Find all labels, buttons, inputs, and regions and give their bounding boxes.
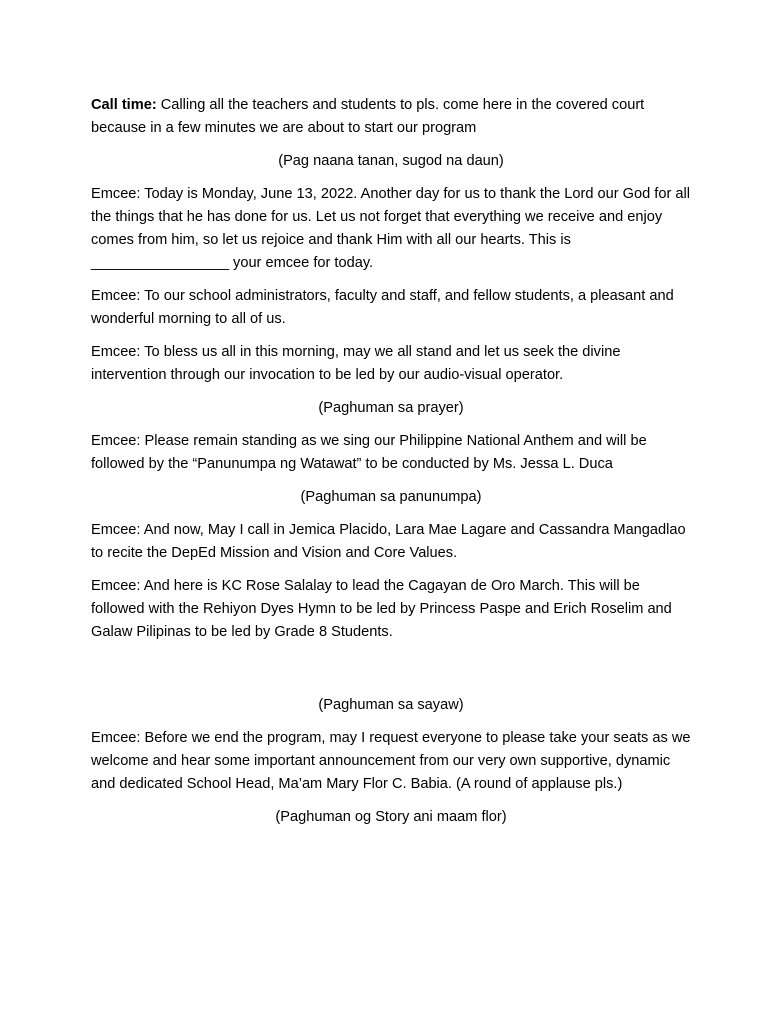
document-body: [91, 94, 691, 839]
emcee-line: Emcee: Before we end the program, may I request everyone to please take your seats as we welcome and hear some important announcement from our very own supportive, dynamic and dedicated School Head, Ma’am Mary Flor C. Babia. (A round of applause pls.): [91, 730, 691, 792]
emcee-line: Emcee: To bless us all in this morning, may we all stand and let us seek the divine intervention through our invocation to be led by our audio-visual operator.: [91, 344, 621, 383]
stage-cue: (Paghuman sa sayaw): [318, 697, 464, 713]
blank-space: [91, 654, 691, 694]
emcee-line: Emcee: Please remain standing as we sing our Philippine National Anthem and will be followed by the “Panunumpa ng Watawat” to be conducted by Ms. Jessa L. Duca: [91, 433, 647, 472]
emcee-line: Emcee: To our school administrators, faculty and staff, and fellow students, a pleasant and wonderful morning to all of us.: [91, 288, 674, 327]
stage-cue: (Paghuman og Story ani maam flor): [275, 809, 507, 825]
stage-cue: (Pag naana tanan, sugod na daun): [278, 153, 504, 169]
stage-cue: (Paghuman sa prayer): [318, 400, 464, 416]
emcee-line: Emcee: And here is KC Rose Salalay to lead the Cagayan de Oro March. This will be followed with the Rehiyon Dyes Hymn to be led by Princess Paspe and Erich Roselim and Galaw Pilipinas to be led by Grade 8 Students.: [91, 578, 672, 640]
call-time-text: Calling all the teachers and students to pls. come here in the covered court because in a few minutes we are about to start our program: [91, 97, 645, 136]
stage-cue: (Paghuman sa panunumpa): [300, 489, 482, 505]
call-time-paragraph: [91, 94, 691, 140]
emcee-line: Emcee: Today is Monday, June 13, 2022. Another day for us to thank the Lord our God for all the things that he has done for us. Let us not forget that everything we receive and enjoy comes from him, so let us rejoice and thank Him with all our hearts. This is _________________ your emcee for today.: [91, 186, 690, 271]
call-time-label: Call time:: [91, 97, 157, 113]
emcee-line: Emcee: And now, May I call in Jemica Placido, Lara Mae Lagare and Cassandra Mangadlao to recite the DepEd Mission and Vision and Core Values.: [91, 522, 686, 561]
